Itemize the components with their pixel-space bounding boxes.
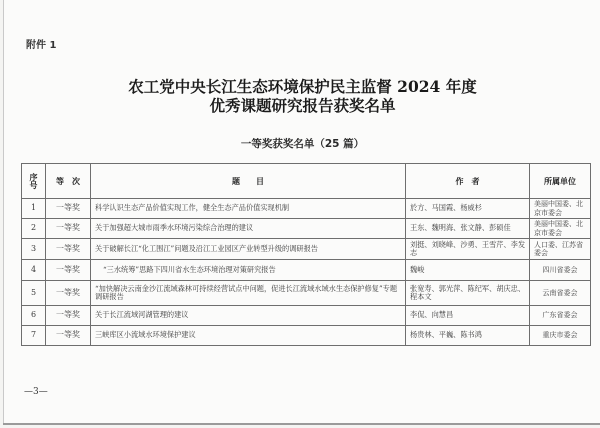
row-no: 5 xyxy=(22,281,46,306)
document-title-line1: 农工党中央长江生态环境保护民主监督 2024 年度 xyxy=(128,77,477,96)
row-unit: 四川省委会 xyxy=(530,260,591,281)
document-page xyxy=(3,0,600,423)
table-header-row xyxy=(22,164,591,199)
row-rank: 一等奖 xyxy=(46,281,91,306)
table-row xyxy=(22,199,591,219)
table-row xyxy=(22,219,591,239)
awards-table xyxy=(21,163,591,346)
header-no-line1: 序 xyxy=(29,171,38,182)
row-no: 4 xyxy=(22,260,46,281)
attachment-label: 附件 1 xyxy=(26,40,57,51)
row-no: 6 xyxy=(22,306,46,326)
row-no: 1 xyxy=(22,199,46,219)
row-no: 3 xyxy=(22,239,46,260)
page-number: —3— xyxy=(24,387,48,397)
row-topic: 关于加强超大城市雨季水环境污染综合治理的建议 xyxy=(91,219,406,239)
header-no-line2: 号 xyxy=(29,180,38,190)
header-unit: 所属单位 xyxy=(530,164,591,199)
row-unit: 重庆市委会 xyxy=(530,326,591,346)
row-topic: “加快解决云南金沙江流域森林可持续经营试点中问题，促进长江流域水域水生态保护修复”专题调研报告 xyxy=(91,281,406,306)
table-row xyxy=(22,326,591,346)
row-rank: 一等奖 xyxy=(46,239,91,260)
row-topic: 三峡库区小流域水环境保护建议 xyxy=(91,326,406,346)
header-no xyxy=(22,164,46,199)
row-authors: 刘挺、刘晓峰、沙勇、王雪芹、李发志 xyxy=(406,239,530,260)
document-title-line2: 优秀课题研究报告获奖名单 xyxy=(209,96,396,115)
header-authors: 作 者 xyxy=(406,164,530,199)
row-unit: 美丽中国委、北京市委会 xyxy=(530,219,591,239)
table-row xyxy=(22,281,591,306)
row-unit: 美丽中国委、北京市委会 xyxy=(530,199,591,219)
table-row xyxy=(22,306,591,326)
row-rank: 一等奖 xyxy=(46,199,91,219)
table-row xyxy=(22,260,591,281)
row-rank: 一等奖 xyxy=(46,219,91,239)
row-authors: 魏峻 xyxy=(406,260,530,281)
row-no: 7 xyxy=(22,326,46,346)
row-rank: 一等奖 xyxy=(46,306,91,326)
row-topic: 关于破解长江“化工围江”问题及沿江工业园区产业转型升级的调研报告 xyxy=(91,239,406,260)
row-unit: 广东省委会 xyxy=(530,306,591,326)
row-no: 2 xyxy=(22,219,46,239)
row-authors: 王东、魏明海、张文静、彭硕佳 xyxy=(406,219,530,239)
row-topic: 关于长江流域河湖管理的建议 xyxy=(91,306,406,326)
row-unit: 云南省委会 xyxy=(530,281,591,306)
row-authors: 李侃、向慧昌 xyxy=(406,306,530,326)
row-authors: 杨贵林、平巍、陈书鸿 xyxy=(406,326,530,346)
row-authors: 於方、马国霞、杨威杉 xyxy=(406,199,530,219)
row-rank: 一等奖 xyxy=(46,326,91,346)
section-title: 一等奖获奖名单（25 篇） xyxy=(240,138,365,150)
row-topic: “三水统筹”思路下四川省水生态环境治理对策研究报告 xyxy=(91,260,406,281)
row-rank: 一等奖 xyxy=(46,260,91,281)
header-topic: 题 目 xyxy=(91,164,406,199)
row-authors: 张宽寿、郭光萍、陈纪军、胡庆忠、程本文 xyxy=(406,281,530,306)
row-topic: 科学认识生态产品价值实现工作，健全生态产品价值实现机制 xyxy=(91,199,406,219)
row-unit: 人口委、江苏省委会 xyxy=(530,239,591,260)
table-row xyxy=(22,239,591,260)
header-rank: 等 次 xyxy=(46,164,91,199)
